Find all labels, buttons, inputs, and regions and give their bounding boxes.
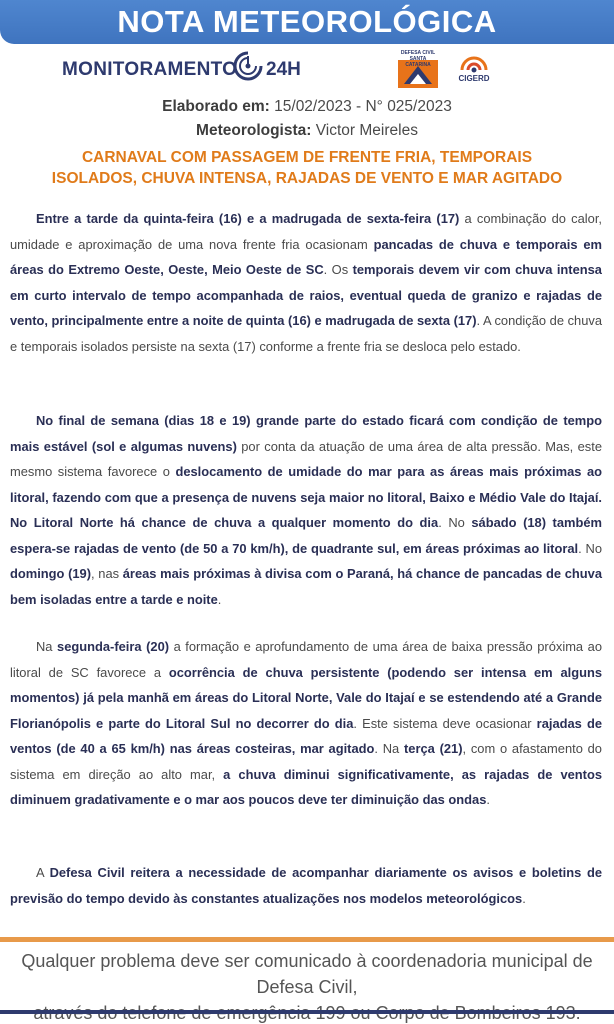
meteorologista-line — [0, 122, 614, 140]
p2-run-4: sábado (18) também espera-se rajadas de vento (de 50 a 70 km/h), de quadrante sul, em áreas próximas ao litoral — [10, 515, 602, 556]
header-logos — [0, 44, 614, 94]
p2-run-8: áreas mais próximas à divisa com o Paraná, há chance de pancadas de chuva bem isoladas entre a tarde e noite — [10, 566, 602, 607]
p2-run-6: domingo (19) — [10, 566, 92, 581]
p3-run-0: Na — [36, 639, 58, 654]
p2-run-2: deslocamento de umidade do mar para as áreas mais próximas ao litoral, fazendo com que a presença de nuvens seja maior no litoral, Baixo e Médio Vale do Itajaí. No Litoral Norte há chance de chuva a qualquer momento do dia — [10, 464, 602, 530]
footer-divider — [0, 937, 614, 942]
p1-run-5: . A condição de chuva e temporais isolados persiste na sexta (17) conforme a frente fria se desloca pelo estado. — [10, 313, 602, 354]
elaborado-value: 15/02/2023 - N° 025/2023 — [274, 98, 452, 115]
p1-run-2: pancadas de chuva e temporais em áreas do Extremo Oeste, Oeste, Meio Oeste de SC — [10, 236, 602, 277]
headline-line-2: ISOLADOS, CHUVA INTENSA, RAJADAS DE VENTO E MAR AGITADO — [51, 170, 563, 187]
page-title: NOTA METEOROLÓGICA — [117, 4, 497, 39]
p1-run-3: . Os — [323, 262, 353, 277]
paragraph-1 — [10, 206, 602, 359]
title-banner — [0, 0, 614, 44]
p1-run-1: a combinação do calor, umidade e aproximação de uma nova frente fria ocasionam — [10, 211, 602, 252]
monitoramento-label: MONITORAMENTO — [62, 59, 238, 80]
p2-run-9: . — [217, 591, 222, 607]
meteorologista-label: Meteorologista: — [196, 122, 312, 139]
paragraph-2 — [10, 408, 602, 612]
p3-run-6: . Na — [374, 741, 404, 756]
footer-bottom-bar — [0, 1010, 614, 1014]
p2-run-5: . No — [578, 540, 602, 556]
p3-run-7: terça (21) — [404, 741, 463, 756]
elaborado-label: Elaborado em: — [162, 98, 270, 115]
p3-run-4: . Este sistema deve ocasionar — [353, 715, 537, 731]
defesa-civil-text: DEFESA CIVIL SANTA CATARINA — [400, 50, 436, 68]
paragraph-4 — [10, 860, 602, 911]
cigerd-text: CIGERD — [458, 74, 490, 83]
headline-line-1: CARNAVAL COM PASSAGEM DE FRENTE FRIA, TEMPORAIS — [81, 149, 533, 166]
headline — [30, 147, 584, 189]
cigerd-logo-icon — [452, 48, 496, 92]
p3-run-9: a chuva diminui significativamente, as rajadas de ventos diminuem gradativamente e o mar aos poucos deve ter diminuição das ondas — [10, 766, 602, 807]
p4-run-1: Defesa Civil reitera a necessidade de acompanhar diariamente os avisos e boletins de previsão do tempo devido às constantes atualizações nos modelos meteorológicos — [10, 865, 602, 906]
elaborado-line — [0, 98, 614, 116]
p4-run-0: A — [36, 865, 50, 880]
p3-run-5: rajadas de ventos (de 40 a 65 km/h) nas áreas costeiras, mar agitado — [10, 715, 602, 756]
p3-run-1: segunda-feira (20) — [57, 639, 170, 654]
monitoramento-24h: 24H — [266, 59, 301, 80]
p1-run-0: Entre a tarde da quinta-feira (16) e a madrugada de sexta-feira (17) — [36, 211, 460, 226]
paragraph-3 — [10, 634, 602, 813]
p4-run-2: . — [522, 890, 526, 906]
p3-run-2: a formação e aprofundamento de uma área de baixa pressão próxima ao litoral de SC favorece a — [10, 639, 602, 680]
p3-run-3: ocorrência de chuva persistente (podendo ser intensa em alguns momentos) já pela manhã em áreas do Litoral Norte, Vale do Itajaí e se estendendo até a Grande Florianópolis e parte do Litoral Sul no decorrer do dia — [10, 664, 602, 731]
footer-line-1: Qualquer problema deve ser comunicado à coordenadoria municipal de Defesa Civil, — [21, 951, 593, 997]
clock-radar-icon — [232, 50, 264, 82]
p2-run-0: No final de semana (dias 18 e 19) grande parte do estado ficará com condição de tempo mais estável (sol e algumas nuvens) — [10, 413, 602, 454]
meteorologista-value: Victor Meireles — [315, 122, 418, 139]
p2-run-1: por conta da atuação de uma área de alta pressão. Mas, este mesmo sistema favorece o — [10, 438, 602, 479]
p3-run-8: , com o afastamento do sistema em direção ao alto mar, — [10, 741, 602, 782]
p2-run-7: , nas — [91, 566, 123, 581]
p3-run-10: . — [486, 792, 490, 807]
p1-run-4: temporais devem vir com chuva intensa em curto intervalo de tempo acompanhada de raios, eventual queda de granizo e rajadas de vento, principalmente entre a noite de quinta (16) e madrugada de sexta (17) — [10, 262, 602, 328]
p2-run-3: . No — [438, 515, 472, 530]
